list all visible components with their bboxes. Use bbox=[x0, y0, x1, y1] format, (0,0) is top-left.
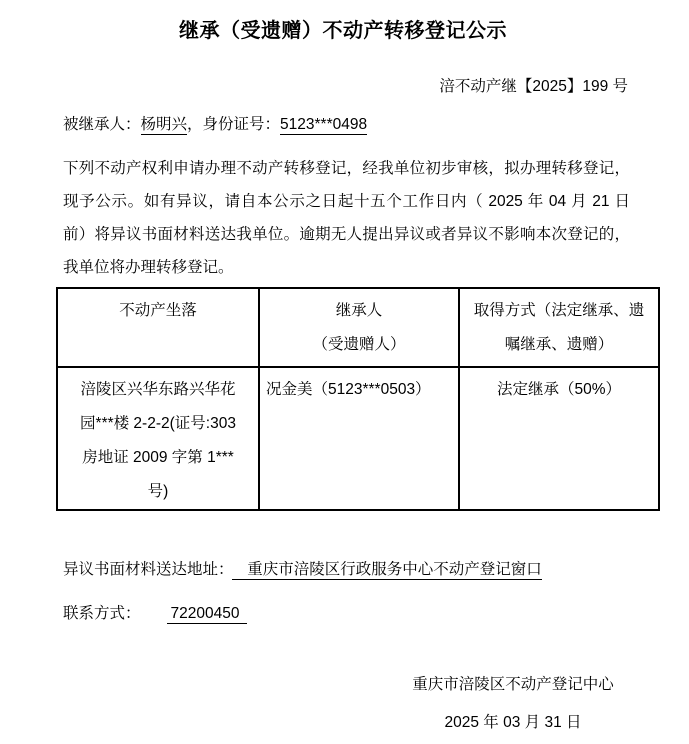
page-title: 继承（受遗赠）不动产转移登记公示 bbox=[179, 20, 507, 42]
heir-name-id: 况金美（5123***0503） bbox=[266, 381, 431, 398]
deceased-person-line bbox=[63, 113, 630, 136]
property-location-line4: 号) bbox=[147, 483, 169, 500]
property-location-line3: 房地证 2009 字第 1*** bbox=[82, 449, 234, 466]
registration-table bbox=[56, 287, 660, 511]
notice-paragraph: 下列不动产权利申请办理不动产转移登记，经我单位初步审核，拟办理转移登记，现予公示。如有异议，请自本公示之日起十五个工作日内（ 2025 年 04 月 21 日前）将异议书面材料送达我单位。逾期无人提出异议或者异议不影响本次登记的，我单位将办理转移登记。 bbox=[63, 160, 630, 276]
objection-address-line bbox=[63, 558, 630, 581]
cell-property-location bbox=[57, 367, 259, 510]
header-acquisition-line2: 嘱继承、遗赠） bbox=[504, 336, 614, 353]
deceased-label: 被继承人： bbox=[63, 116, 141, 133]
deceased-id-number: 5123***0498 bbox=[280, 116, 368, 133]
objection-address-label: 异议书面材料送达地址： bbox=[63, 561, 226, 578]
table-row bbox=[57, 367, 659, 510]
property-location-line1: 涪陵区兴华东路兴华花 bbox=[80, 381, 236, 398]
header-heir bbox=[259, 288, 459, 367]
contact-phone: 72200450 bbox=[167, 605, 248, 624]
signature-organization: 重庆市涪陵区不动产登记中心 bbox=[412, 676, 614, 693]
signature-block bbox=[402, 674, 624, 734]
property-location-line2: 园***楼 2-2-2(证号:303 bbox=[80, 415, 236, 432]
deceased-name: 杨明兴 bbox=[140, 116, 188, 133]
contact-label: 联系方式： bbox=[63, 605, 141, 622]
signature-date: 2025 年 03 月 31 日 bbox=[444, 714, 582, 731]
deceased-id-label: ，身份证号： bbox=[187, 116, 281, 133]
header-heir-line2: （受遗赠人） bbox=[312, 336, 406, 353]
cell-acquisition bbox=[459, 367, 659, 510]
acquisition-value: 法定继承（50%） bbox=[496, 381, 622, 398]
document-number: 涪不动产继【2025】199 号 bbox=[439, 78, 628, 95]
header-heir-line1: 继承人 bbox=[335, 302, 383, 319]
objection-address-value: 重庆市涪陵区行政服务中心不动产登记窗口 bbox=[231, 561, 542, 578]
cell-heir bbox=[259, 367, 459, 510]
header-acquisition-line1: 取得方式（法定继承、遗 bbox=[473, 302, 645, 319]
header-property-location bbox=[57, 288, 259, 367]
table-header-row bbox=[57, 288, 659, 367]
header-property-location-text: 不动产坐落 bbox=[119, 302, 197, 319]
contact-line bbox=[63, 602, 630, 625]
header-acquisition-method bbox=[459, 288, 659, 367]
